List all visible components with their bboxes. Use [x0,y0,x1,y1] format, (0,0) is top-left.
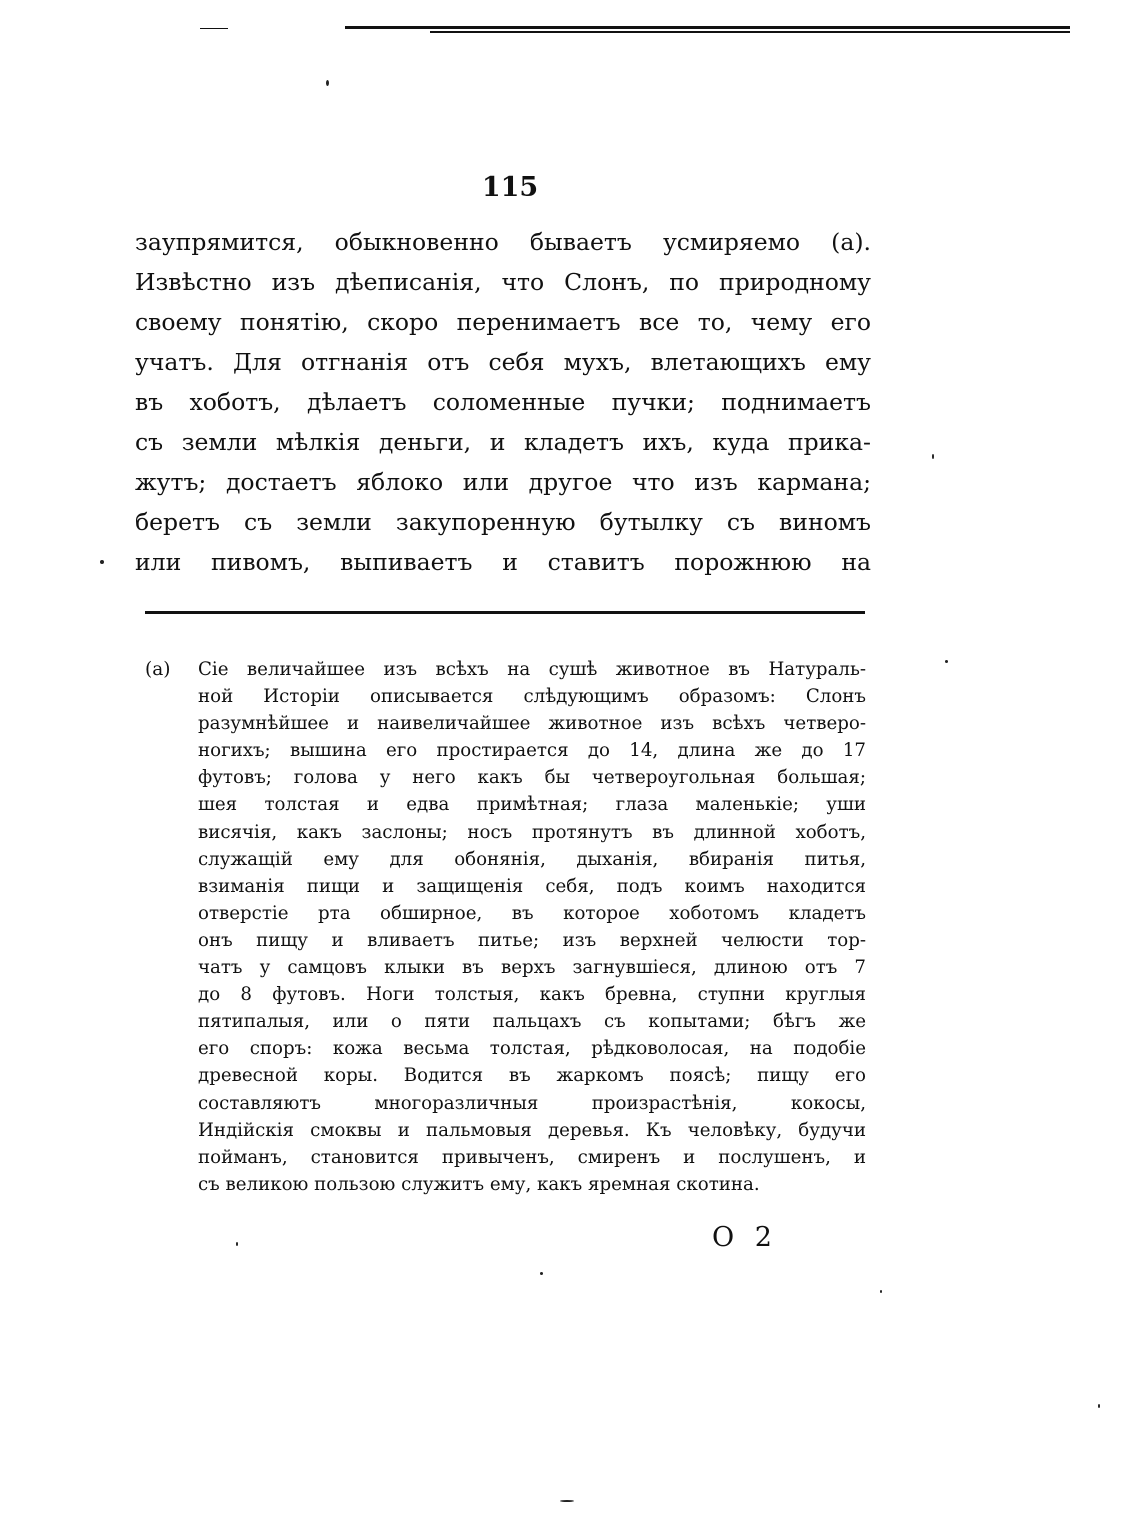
footnote-line: взиманія пищи и защищенія себя, подъ коимъ находится [198,875,866,897]
scan-speck [326,80,329,86]
main-text-block [135,222,871,582]
main-text-line: жутъ; достаетъ яблоко или другое что изъ кармана; [135,468,871,496]
main-text-line: въ хоботъ, дѣлаетъ соломенные пучки; поднимаетъ [135,388,871,416]
footnote-line: Индійскія смоквы и пальмовыя деревья. Къ человѣку, будучи [198,1119,866,1141]
footnote-line: онъ пищу и вливаетъ питье; изъ верхней челюсти тор- [198,929,866,951]
scan-speck [540,1272,543,1275]
main-text-line: съ земли мѣлкія деньги, и кладетъ ихъ, куда прика- [135,428,871,456]
footnote-block [198,656,866,1198]
footnote-line: ной Исторіи описывается слѣдующимъ образомъ: Слонъ [198,686,866,708]
top-rule-long [345,26,1070,29]
footnote-line: пятипалыя, или о пяти пальцахъ съ копытами; бѣгъ же [198,1011,866,1033]
main-text-line: Извѣстно изъ дѣеписанія, что Слонъ, по природному [135,268,871,296]
main-text-line: учатъ. Для отгнанія отъ себя мухъ, влетающихъ ему [135,348,871,376]
footnote-line: футовъ; голова у него какъ бы четвероугольная большая; [198,767,866,789]
scan-speck [932,454,934,459]
scan-speck [100,560,104,564]
footnote-line: служащій ему для обонянія, дыханія, вбиранія питья, [198,848,866,870]
printer-signature: О 2 [712,1222,778,1253]
scan-speck [236,1242,238,1246]
footnote-line: шея толстая и едва примѣтная; глаза маленькіе; уши [198,794,866,816]
main-text-line: беретъ съ земли закупоренную бутылку съ виномъ [135,508,871,536]
footnote-line: висячія, какъ заслоны; носъ протянутъ въ длинной хоботъ, [198,821,866,843]
footnote-line: съ великою пользою служитъ ему, какъ яремная скотина. [198,1173,760,1195]
footnote-line: отверстіе рта обширное, въ которое хоботомъ кладетъ [198,902,866,924]
footnote-divider [145,611,865,614]
footnote-marker: (а) [145,659,171,680]
page-number: 115 [481,172,539,203]
main-text-line: заупрямится, обыкновенно бываетъ усмиряемо (а). [135,228,871,256]
top-rule-long-lower [430,31,1070,33]
main-text-line: своему понятію, скоро перенимаетъ все то, чему его [135,308,871,336]
footnote-line: ногихъ; вышина его простирается до 14, длина же до 17 [198,740,866,762]
footnote-line: древесной коры. Водится въ жаркомъ поясѣ; пищу его [198,1065,866,1087]
scan-speck [945,660,948,663]
scan-speck [560,1500,574,1502]
top-rule-short [200,28,228,29]
footnote-line: составляютъ многоразличныя произрастѣнія, кокосы, [198,1092,866,1114]
main-text-line: или пивомъ, выпиваетъ и ставитъ порожнюю на [135,548,871,576]
footnote-line: его споръ: кожа весьма толстая, рѣдковолосая, на подобіе [198,1038,866,1060]
footnote-line: до 8 футовъ. Ноги толстыя, какъ бревна, ступни круглыя [198,984,866,1006]
footnote-line: пойманъ, становится привыченъ, смиренъ и послушенъ, и [198,1146,866,1168]
scan-speck [1098,1404,1100,1408]
footnote-line: разумнѣйшее и наивеличайшее животное изъ всѣхъ четверо- [198,713,866,735]
footnote-line: Сіе величайшее изъ всѣхъ на сушѣ животное въ Натураль- [198,659,866,680]
footnote-line: чатъ у самцовъ клыки въ верхъ загнувшіеся, длиною отъ 7 [198,957,866,979]
scan-speck [880,1290,882,1293]
